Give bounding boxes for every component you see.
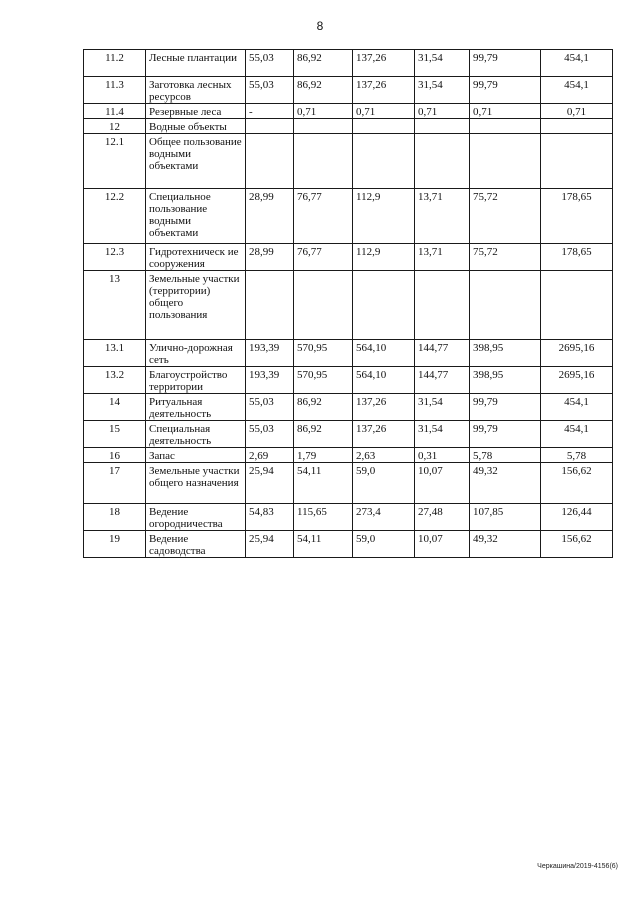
- value-cell: 2695,16: [541, 367, 613, 394]
- value-cell: 10,07: [415, 463, 470, 504]
- table-row: [84, 134, 613, 189]
- value-cell: 28,99: [246, 189, 294, 244]
- value-cell: 454,1: [541, 394, 613, 421]
- value-cell: 54,11: [294, 531, 353, 558]
- value-cell: 5,78: [470, 448, 541, 463]
- value-cell: 0,71: [294, 104, 353, 119]
- value-cell: 2,69: [246, 448, 294, 463]
- row-number-cell: 17: [84, 463, 146, 504]
- row-number-cell: 13.2: [84, 367, 146, 394]
- value-cell: 107,85: [470, 504, 541, 531]
- value-cell: [470, 119, 541, 134]
- value-cell: 55,03: [246, 394, 294, 421]
- row-name-cell: Земельные участки (территории) общего пользования: [146, 271, 246, 340]
- value-cell: 454,1: [541, 50, 613, 77]
- value-cell: 27,48: [415, 504, 470, 531]
- value-cell: 156,62: [541, 463, 613, 504]
- value-cell: 564,10: [353, 340, 415, 367]
- value-cell: 112,9: [353, 189, 415, 244]
- value-cell: [415, 119, 470, 134]
- row-name-cell: Улично-дорожная сеть: [146, 340, 246, 367]
- value-cell: 112,9: [353, 244, 415, 271]
- value-cell: 49,32: [470, 531, 541, 558]
- value-cell: 55,03: [246, 50, 294, 77]
- table-row: [84, 244, 613, 271]
- row-number-cell: 12.1: [84, 134, 146, 189]
- row-number-cell: 14: [84, 394, 146, 421]
- table-row: [84, 340, 613, 367]
- value-cell: [353, 134, 415, 189]
- value-cell: 31,54: [415, 50, 470, 77]
- value-cell: 137,26: [353, 421, 415, 448]
- value-cell: [541, 119, 613, 134]
- value-cell: 273,4: [353, 504, 415, 531]
- row-number-cell: 11.2: [84, 50, 146, 77]
- row-name-cell: Специальная деятельность: [146, 421, 246, 448]
- value-cell: 0,71: [470, 104, 541, 119]
- value-cell: [415, 134, 470, 189]
- value-cell: 75,72: [470, 244, 541, 271]
- value-cell: 193,39: [246, 340, 294, 367]
- table-row: [84, 271, 613, 340]
- value-cell: 99,79: [470, 50, 541, 77]
- row-name-cell: Водные объекты: [146, 119, 246, 134]
- row-name-cell: Благоустройство территории: [146, 367, 246, 394]
- row-name-cell: Общее пользование водными объектами: [146, 134, 246, 189]
- value-cell: [541, 134, 613, 189]
- value-cell: 454,1: [541, 77, 613, 104]
- value-cell: 13,71: [415, 244, 470, 271]
- value-cell: 570,95: [294, 340, 353, 367]
- value-cell: 86,92: [294, 394, 353, 421]
- row-number-cell: 19: [84, 531, 146, 558]
- value-cell: [246, 271, 294, 340]
- table-row: [84, 77, 613, 104]
- value-cell: [470, 271, 541, 340]
- value-cell: 49,32: [470, 463, 541, 504]
- value-cell: 398,95: [470, 367, 541, 394]
- table-row: [84, 189, 613, 244]
- value-cell: 54,11: [294, 463, 353, 504]
- value-cell: 31,54: [415, 421, 470, 448]
- value-cell: 86,92: [294, 77, 353, 104]
- row-name-cell: Запас: [146, 448, 246, 463]
- value-cell: [415, 271, 470, 340]
- value-cell: [294, 119, 353, 134]
- value-cell: 59,0: [353, 531, 415, 558]
- row-number-cell: 11.3: [84, 77, 146, 104]
- value-cell: [353, 119, 415, 134]
- row-number-cell: 11.4: [84, 104, 146, 119]
- row-number-cell: 12.3: [84, 244, 146, 271]
- value-cell: 115,65: [294, 504, 353, 531]
- value-cell: 126,44: [541, 504, 613, 531]
- value-cell: 25,94: [246, 463, 294, 504]
- value-cell: 86,92: [294, 421, 353, 448]
- value-cell: 76,77: [294, 244, 353, 271]
- value-cell: [294, 271, 353, 340]
- value-cell: 99,79: [470, 394, 541, 421]
- row-name-cell: Ведение огородничества: [146, 504, 246, 531]
- row-number-cell: 18: [84, 504, 146, 531]
- value-cell: 0,71: [415, 104, 470, 119]
- value-cell: 1,79: [294, 448, 353, 463]
- value-cell: 55,03: [246, 421, 294, 448]
- value-cell: 28,99: [246, 244, 294, 271]
- table-row: [84, 367, 613, 394]
- value-cell: 75,72: [470, 189, 541, 244]
- value-cell: 0,31: [415, 448, 470, 463]
- row-number-cell: 16: [84, 448, 146, 463]
- value-cell: 0,71: [541, 104, 613, 119]
- table-row: [84, 531, 613, 558]
- value-cell: 137,26: [353, 50, 415, 77]
- page-number: 8: [316, 19, 324, 33]
- value-cell: 13,71: [415, 189, 470, 244]
- value-cell: 156,62: [541, 531, 613, 558]
- value-cell: 144,77: [415, 340, 470, 367]
- table-row: [84, 104, 613, 119]
- table-row: [84, 119, 613, 134]
- table-row: [84, 504, 613, 531]
- table-row: [84, 394, 613, 421]
- table-row: [84, 463, 613, 504]
- row-name-cell: Резервные леса: [146, 104, 246, 119]
- table-row: [84, 50, 613, 77]
- value-cell: 137,26: [353, 77, 415, 104]
- table-body: [84, 50, 613, 558]
- value-cell: 10,07: [415, 531, 470, 558]
- document-footer-id: Черкашина/2019-4156(6): [537, 863, 618, 870]
- value-cell: 144,77: [415, 367, 470, 394]
- row-name-cell: Заготовка лесных ресурсов: [146, 77, 246, 104]
- row-name-cell: Ведение садоводства: [146, 531, 246, 558]
- value-cell: 31,54: [415, 394, 470, 421]
- value-cell: 178,65: [541, 244, 613, 271]
- value-cell: 55,03: [246, 77, 294, 104]
- value-cell: 76,77: [294, 189, 353, 244]
- value-cell: [541, 271, 613, 340]
- value-cell: [246, 134, 294, 189]
- value-cell: 99,79: [470, 77, 541, 104]
- row-name-cell: Ритуальная деятельность: [146, 394, 246, 421]
- row-number-cell: 13: [84, 271, 146, 340]
- row-number-cell: 15: [84, 421, 146, 448]
- value-cell: 193,39: [246, 367, 294, 394]
- row-name-cell: Лесные плантации: [146, 50, 246, 77]
- value-cell: 570,95: [294, 367, 353, 394]
- value-cell: -: [246, 104, 294, 119]
- value-cell: 454,1: [541, 421, 613, 448]
- value-cell: 59,0: [353, 463, 415, 504]
- value-cell: 137,26: [353, 394, 415, 421]
- value-cell: 2,63: [353, 448, 415, 463]
- tariff-table: [83, 49, 613, 558]
- row-name-cell: Гидротехническ ие сооружения: [146, 244, 246, 271]
- value-cell: 54,83: [246, 504, 294, 531]
- value-cell: 0,71: [353, 104, 415, 119]
- value-cell: [470, 134, 541, 189]
- value-cell: 178,65: [541, 189, 613, 244]
- value-cell: 31,54: [415, 77, 470, 104]
- value-cell: [353, 271, 415, 340]
- value-cell: 564,10: [353, 367, 415, 394]
- value-cell: 5,78: [541, 448, 613, 463]
- value-cell: 2695,16: [541, 340, 613, 367]
- table-row: [84, 421, 613, 448]
- value-cell: 398,95: [470, 340, 541, 367]
- value-cell: 99,79: [470, 421, 541, 448]
- value-cell: [246, 119, 294, 134]
- value-cell: 25,94: [246, 531, 294, 558]
- row-number-cell: 12.2: [84, 189, 146, 244]
- row-number-cell: 13.1: [84, 340, 146, 367]
- value-cell: [294, 134, 353, 189]
- row-number-cell: 12: [84, 119, 146, 134]
- row-name-cell: Земельные участки общего назначения: [146, 463, 246, 504]
- value-cell: 86,92: [294, 50, 353, 77]
- row-name-cell: Специальное пользование водными объектами: [146, 189, 246, 244]
- table-row: [84, 448, 613, 463]
